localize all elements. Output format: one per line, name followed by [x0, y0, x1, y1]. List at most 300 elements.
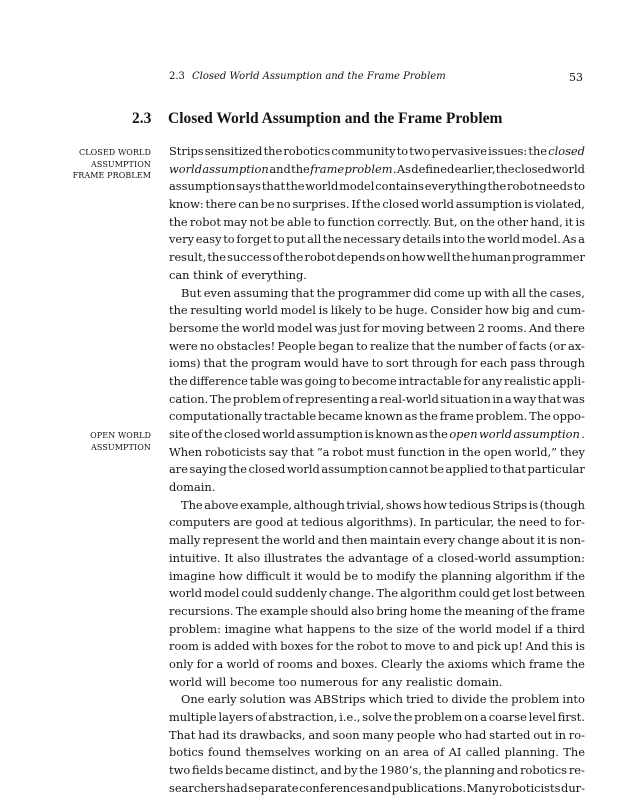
word: for	[463, 373, 480, 388]
word: function	[397, 444, 446, 459]
word: recursions.	[169, 603, 234, 618]
word: the	[229, 356, 249, 371]
word: to	[273, 232, 285, 247]
word: earlier,	[454, 161, 496, 176]
word: model	[204, 586, 240, 601]
word: of	[191, 427, 203, 441]
word: realize	[369, 338, 409, 353]
word: representing	[295, 391, 370, 406]
word: coarse	[488, 710, 527, 724]
word: of	[516, 603, 528, 618]
word: Strips	[169, 144, 204, 158]
word: ax-	[568, 338, 585, 353]
text-line	[169, 302, 585, 320]
word: no	[200, 338, 215, 353]
word: domain.	[169, 480, 216, 495]
word: into	[562, 692, 585, 707]
word: modify	[376, 568, 416, 583]
word: the	[335, 639, 355, 654]
word: the	[530, 603, 549, 618]
word: human	[471, 250, 511, 265]
word: divide	[451, 692, 487, 707]
word: is	[318, 303, 329, 318]
word: put	[286, 232, 306, 247]
word: If	[351, 197, 361, 212]
word: program	[251, 356, 302, 371]
word: layers	[218, 710, 254, 724]
word: lost	[512, 586, 534, 601]
word: problem	[232, 391, 281, 406]
word: other	[497, 214, 529, 229]
word: a	[371, 391, 378, 406]
word: at	[286, 515, 298, 530]
word: details	[402, 232, 441, 247]
word: the	[528, 285, 548, 300]
word: which	[368, 692, 404, 707]
word: In	[419, 515, 432, 530]
word: should	[310, 603, 349, 618]
word: numerous	[300, 674, 362, 689]
word: with	[252, 639, 278, 654]
word: the	[393, 710, 413, 724]
word: tractable	[263, 409, 317, 424]
text-line	[169, 674, 585, 692]
word: if	[534, 621, 543, 636]
word: world	[226, 656, 260, 671]
word: And	[525, 639, 549, 654]
text-line	[169, 656, 585, 674]
word: the	[419, 409, 438, 424]
word: the	[566, 568, 585, 583]
word: difficult	[246, 568, 291, 583]
word: particular,	[434, 515, 495, 530]
word: if	[555, 568, 563, 583]
text-line	[169, 320, 585, 338]
word: the	[285, 179, 305, 194]
word: roboticists	[204, 444, 266, 459]
word: the	[436, 338, 456, 353]
word: people	[396, 727, 436, 742]
word: two	[409, 144, 431, 158]
word: problem.	[475, 409, 528, 424]
word: and	[369, 780, 392, 795]
word: Strips	[492, 497, 528, 512]
word: for	[362, 320, 380, 335]
word: pick	[476, 639, 501, 654]
text-line	[169, 762, 585, 780]
margin-note-line: ASSUMPTION	[91, 442, 151, 452]
text-line	[169, 638, 585, 656]
word: it	[565, 214, 574, 229]
word: all	[307, 232, 322, 247]
emphasized-word: world	[169, 161, 202, 176]
word: the	[316, 285, 336, 300]
word: closed	[514, 161, 552, 176]
word: for	[316, 639, 333, 654]
word: known	[375, 427, 414, 441]
word: everything	[424, 179, 487, 194]
word: cannot	[389, 462, 429, 477]
word: computationally	[169, 409, 262, 424]
word: is	[575, 639, 585, 654]
text-line	[169, 426, 585, 444]
margin-note-closed-world	[40, 147, 151, 182]
word: to	[436, 692, 449, 707]
word: each	[480, 356, 508, 371]
word: to	[390, 639, 403, 654]
word: computers	[169, 515, 231, 530]
word: robotics	[520, 763, 567, 778]
word: .	[581, 427, 585, 441]
word: programmer	[512, 250, 585, 265]
word: the	[169, 214, 188, 229]
word: surprises.	[292, 197, 350, 212]
word: world	[262, 427, 296, 441]
word: world	[487, 232, 521, 247]
word: the	[261, 533, 280, 548]
word: for	[460, 356, 478, 371]
text-line	[169, 461, 585, 479]
word: axioms	[447, 656, 488, 671]
word: very	[169, 232, 195, 247]
word: the	[291, 161, 310, 176]
word: the	[359, 763, 378, 778]
word: a	[480, 710, 487, 724]
word: the	[451, 250, 471, 265]
word: are	[233, 515, 253, 530]
word: change.	[328, 586, 375, 601]
word: it	[536, 533, 546, 548]
word: solution	[239, 692, 286, 707]
word: realistic	[405, 674, 457, 689]
word: can	[238, 197, 259, 212]
word: change	[457, 533, 500, 548]
word: its	[222, 727, 237, 742]
word: the	[476, 214, 495, 229]
text-line	[169, 143, 585, 161]
emphasized-word: frame	[310, 161, 345, 176]
word: soon	[332, 727, 360, 742]
word: of	[282, 391, 294, 406]
word: The	[181, 497, 203, 512]
word: how	[484, 303, 509, 318]
word: was	[280, 373, 303, 388]
word: the	[425, 656, 445, 671]
word: suddenly	[274, 586, 327, 601]
word: there	[205, 197, 237, 212]
word: also	[237, 550, 261, 565]
word: room	[169, 639, 199, 654]
word: world	[551, 161, 585, 176]
word: hand,	[530, 214, 563, 229]
text-line	[169, 444, 585, 462]
word: advantage	[348, 550, 409, 565]
word: what	[274, 621, 303, 636]
word: intuitive.	[169, 550, 221, 565]
word: to	[338, 373, 351, 388]
word: necessary	[343, 232, 401, 247]
word: closed-world	[437, 550, 512, 565]
word: It	[224, 550, 234, 565]
word: then	[341, 533, 368, 548]
word: correctly.	[377, 214, 432, 229]
word: a	[426, 550, 434, 565]
word: on	[386, 250, 401, 265]
word: to	[361, 568, 373, 583]
word: assumption	[169, 179, 236, 194]
word: sensitized	[204, 144, 263, 158]
word: rooms	[277, 656, 313, 671]
word: good	[255, 515, 284, 530]
word: the	[436, 621, 456, 636]
word: of	[412, 550, 424, 565]
word: world	[241, 320, 275, 335]
word: meaning	[464, 603, 515, 618]
text-line	[169, 231, 585, 249]
text-line	[169, 727, 585, 745]
word: all	[511, 285, 527, 300]
word: assumption:	[514, 550, 585, 565]
text-line	[169, 196, 585, 214]
word: the	[419, 568, 438, 583]
word: programmer	[337, 285, 411, 300]
word: had	[226, 780, 248, 795]
word: and	[269, 161, 291, 176]
text-line	[169, 744, 585, 762]
text-line	[169, 338, 585, 356]
word: solve	[362, 710, 392, 724]
word: with	[484, 285, 510, 300]
word: that	[261, 179, 286, 194]
word: by	[343, 763, 358, 778]
word: number	[457, 338, 503, 353]
word: the	[207, 250, 226, 265]
word: But,	[433, 214, 458, 229]
word: intractable	[398, 373, 462, 388]
word: of	[255, 710, 267, 724]
word: become	[351, 373, 397, 388]
word: trivial,	[346, 497, 385, 512]
word: And	[528, 320, 552, 335]
word: to	[438, 639, 450, 654]
word: resulting	[190, 303, 243, 318]
word: would	[303, 356, 339, 371]
word: forget	[236, 232, 272, 247]
word: cation.	[169, 391, 209, 406]
word: world	[169, 674, 206, 689]
word: which	[491, 656, 526, 671]
text-line	[169, 391, 585, 409]
word: world	[282, 533, 316, 548]
word: above	[204, 497, 239, 512]
word: The	[235, 603, 258, 618]
word: oppo-	[552, 409, 585, 424]
word: saying	[189, 462, 227, 477]
body-text	[169, 143, 585, 797]
word: world	[244, 303, 278, 318]
word: had	[198, 727, 220, 742]
word: i.e.,	[339, 710, 361, 724]
word: cases,	[549, 285, 585, 300]
word: frame	[439, 409, 474, 424]
emphasized-word: problem	[344, 161, 393, 176]
text-line	[169, 497, 585, 515]
word: non-	[559, 533, 585, 548]
margin-note-open-world	[40, 430, 151, 453]
word: tedious	[301, 515, 344, 530]
word: “a	[316, 444, 330, 459]
word: be	[260, 197, 275, 212]
word: the	[203, 427, 223, 441]
word: size	[396, 621, 419, 636]
word: had	[464, 727, 487, 742]
word: an	[384, 745, 399, 760]
word: to	[371, 356, 384, 371]
word: this	[551, 639, 573, 654]
word: as	[404, 409, 418, 424]
word: for	[361, 674, 382, 689]
word: maintain	[369, 533, 421, 548]
word: botics	[169, 745, 204, 760]
text-line	[169, 479, 585, 497]
word: called	[465, 745, 501, 760]
word: AI	[448, 745, 462, 760]
word: rooms.	[487, 320, 527, 335]
word: frame	[528, 656, 563, 671]
word: that	[203, 356, 227, 371]
paragraph	[169, 497, 585, 692]
word: facts	[518, 338, 547, 353]
word: two	[169, 763, 191, 778]
text-line	[169, 161, 585, 179]
word: and	[317, 533, 340, 548]
text-line	[169, 355, 585, 373]
word: be	[270, 214, 285, 229]
word: get	[492, 586, 511, 601]
word: robot	[507, 179, 539, 194]
text-line	[169, 178, 585, 196]
word: first.	[557, 710, 585, 724]
word: the	[361, 197, 381, 212]
emphasized-word: closed	[548, 144, 585, 158]
word: The	[376, 586, 399, 601]
word: model.	[521, 232, 561, 247]
word: big	[511, 303, 530, 318]
word: problem	[511, 692, 560, 707]
word: through	[538, 356, 585, 371]
section-heading-title: Closed World Assumption and the Frame Problem	[168, 110, 503, 127]
word: the	[322, 232, 342, 247]
word: But	[181, 285, 202, 300]
word: to	[550, 515, 562, 530]
word: and	[308, 727, 330, 742]
word: .	[392, 161, 397, 176]
word: and	[496, 763, 519, 778]
word: and	[532, 303, 554, 318]
word: difference	[189, 373, 248, 388]
word: home	[409, 603, 442, 618]
word: The	[529, 409, 551, 424]
word: is	[201, 639, 212, 654]
word: site	[169, 427, 190, 441]
word: community	[331, 144, 396, 158]
word: of	[226, 267, 242, 282]
word: move	[404, 639, 436, 654]
section-heading	[132, 110, 592, 132]
word: themselves	[245, 745, 311, 760]
word: searchers	[169, 780, 226, 795]
word: open	[483, 444, 512, 459]
text-line	[169, 585, 585, 603]
page-number: 53	[569, 71, 583, 84]
word: that	[290, 285, 315, 300]
text-line	[169, 603, 585, 621]
word: says	[236, 179, 262, 194]
word: frame	[550, 603, 585, 618]
text-line	[169, 780, 585, 798]
word: bring	[376, 603, 408, 618]
text-line	[169, 514, 585, 532]
word: the	[423, 763, 443, 778]
word: 2	[477, 320, 486, 335]
word: assumption	[455, 197, 523, 212]
word: is	[528, 497, 539, 512]
word: need	[518, 515, 548, 530]
word: is	[547, 533, 558, 548]
text-line	[169, 691, 585, 709]
word: closed	[382, 197, 420, 212]
word: is	[523, 197, 534, 212]
word: no	[276, 197, 291, 212]
word: realistic	[504, 373, 551, 388]
word: (or	[548, 338, 566, 353]
word: into	[442, 232, 466, 247]
word: many	[362, 727, 394, 742]
word: assuming	[233, 285, 289, 300]
word: example,	[240, 497, 293, 512]
word: also	[350, 603, 375, 618]
word: assumption	[321, 462, 388, 477]
word: could	[458, 586, 491, 601]
word: When	[169, 444, 203, 459]
word: abstraction,	[268, 710, 338, 724]
word: Consider	[430, 303, 483, 318]
word: going	[304, 373, 337, 388]
word: world	[459, 621, 493, 636]
word: that	[290, 444, 314, 459]
word: to	[396, 144, 409, 158]
word: of	[433, 745, 445, 760]
word: (though	[539, 497, 585, 512]
word: multiple	[169, 710, 217, 724]
word: be	[378, 303, 393, 318]
text-line	[169, 267, 585, 285]
word: success	[227, 250, 272, 265]
word: to	[358, 621, 371, 636]
word: of	[272, 250, 284, 265]
word: how	[423, 497, 448, 512]
word: table	[249, 373, 279, 388]
word: the	[373, 621, 393, 636]
word: the	[566, 656, 585, 671]
word: roboticists	[499, 780, 561, 795]
word: any	[381, 674, 406, 689]
word: that	[411, 338, 435, 353]
word: applied	[445, 462, 489, 477]
word: domain.	[456, 674, 503, 689]
paragraph	[169, 691, 585, 797]
word: was	[314, 320, 338, 335]
